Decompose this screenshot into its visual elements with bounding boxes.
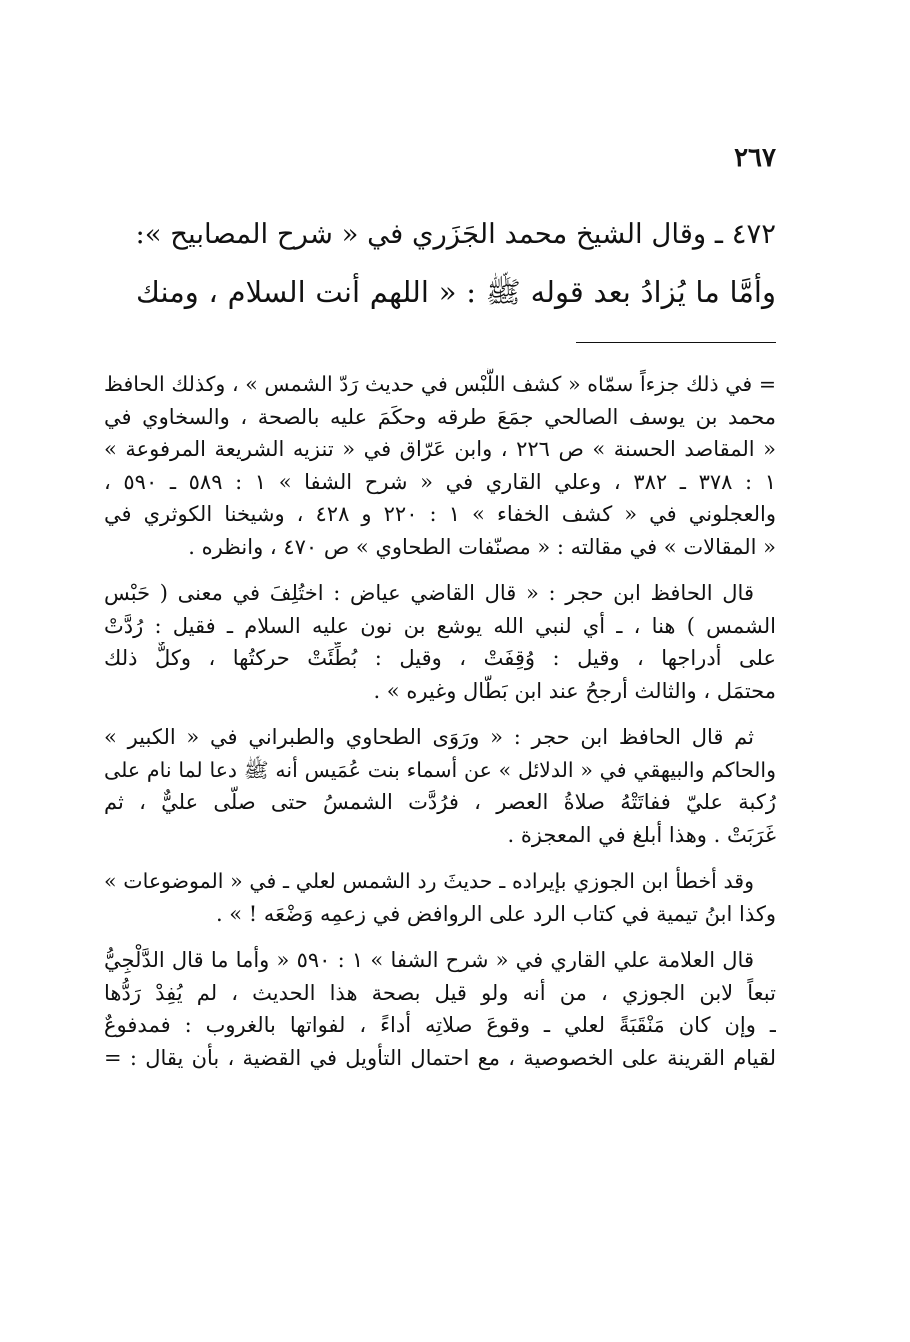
footnotes [104, 368, 776, 1088]
footnote-paragraph [104, 721, 776, 851]
footnote-paragraph [104, 944, 776, 1074]
footnote-line: الشمس ) هنا ، ـ أي لنبي الله يوشع بن نون عليه السلام ـ فقيل : رُدَّتْ [104, 613, 776, 638]
footnote-divider [576, 342, 776, 343]
footnote-line: ثم قال الحافظ ابن حجر : « ورَوَى الطحاوي والطبراني في « الكبير » [104, 725, 754, 749]
footnote-line: « المقاصد الحسنة » ص ٢٢٦ ، وابن عَرّاق في « تنزيه الشريعة المرفوعة » [104, 437, 776, 461]
footnote-paragraph [104, 368, 776, 563]
footnote-line: والحاكم والبيهقي في « الدلائل » عن أسماء بنت عُمَيس أنه ﷺ دعا لما نام على [104, 757, 776, 782]
footnote-line: والعجلوني في « كشف الخفاء » ١ : ٢٢٠ و ٤٢٨ ، وشيخنا الكوثري في [104, 502, 776, 526]
footnote-line: ـ وإن كان مَنْقَبَةً لعلي ـ وقوعَ صلاتِه أداءً ، لفواتها بالغروب : فمدفوعٌ [104, 1013, 776, 1037]
footnote-line: محمد بن يوسف الصالحي جمَعَ طرقه وحكَمَ عليه بالصحة ، والسخاوي في [104, 404, 776, 429]
footnote-line: على أدراجها ، وقيل : وُقِفَتْ ، وقيل : بُطِّئَتْ حركتُها ، وكلٌّ ذلك [104, 646, 776, 670]
footnote-paragraph [104, 865, 776, 930]
footnote-line: تبعاً لابن الجوزي ، من أنه ولو قيل بصحة هذا الحديث ، لم يُفِدْ رَدُّها [104, 980, 776, 1005]
footnote-line: غَرَبَتْ . وهذا أبلغ في المعجزة . [507, 822, 776, 847]
footnote-line: وقد أخطأ ابن الجوزي بإيراده ـ حديثَ رد الشمس لعلي ـ في « الموضوعات » [104, 869, 754, 893]
footnote-line: = في ذلك جزءاً سمّاه « كشف اللَّبْس في حديث رَدّ الشمس » ، وكذلك الحافظ [104, 372, 776, 396]
footnote-line: قال الحافظ ابن حجر : « قال القاضي عياض : اختُلِفَ في معنى ( حَبْس [104, 581, 754, 605]
footnote-line: محتمَل ، والثالث أرجحُ عند ابن بَطّال وغيره » . [373, 678, 776, 703]
footnote-line: رُكبة عليّ ففاتَتْهُ صلاةُ العصر ، فرُدَّت الشمسُ حتى صلّى عليٌّ ، ثم [104, 790, 776, 814]
page-number: ٢٦٧ [734, 143, 776, 173]
footnote-line: لقيام القرينة على الخصوصية ، مع احتمال التأويل في القضية ، بأن يقال : = [104, 1045, 776, 1070]
footnote-line: ١ : ٣٧٨ ـ ٣٨٢ ، وعلي القاري في « شرح الشفا » ١ : ٥٨٩ ـ ٥٩٠ ، [104, 469, 776, 494]
footnote-line: قال العلامة علي القاري في « شرح الشفا » ١ : ٥٩٠ « وأما ما قال الدَّلْجِيُّ [104, 948, 754, 972]
main-text-line: ٤٧٢ ـ وقال الشيخ محمد الجَزَري في « شرح المصابيح »: [135, 218, 776, 250]
footnote-paragraph [104, 577, 776, 707]
footnote-line: وكذا ابنُ تيمية في كتاب الرد على الروافض في زعمِه وَضْعَه ! » . [215, 901, 776, 926]
main-text-line: وأمَّا ما يُزادُ بعد قوله ﷺ : « اللهم أنت السلام ، ومنك [136, 275, 776, 309]
main-text [136, 205, 776, 321]
footnote-line: « المقالات » في مقالته : « مصنّفات الطحاوي » ص ٤٧٠ ، وانظره . [188, 534, 776, 559]
